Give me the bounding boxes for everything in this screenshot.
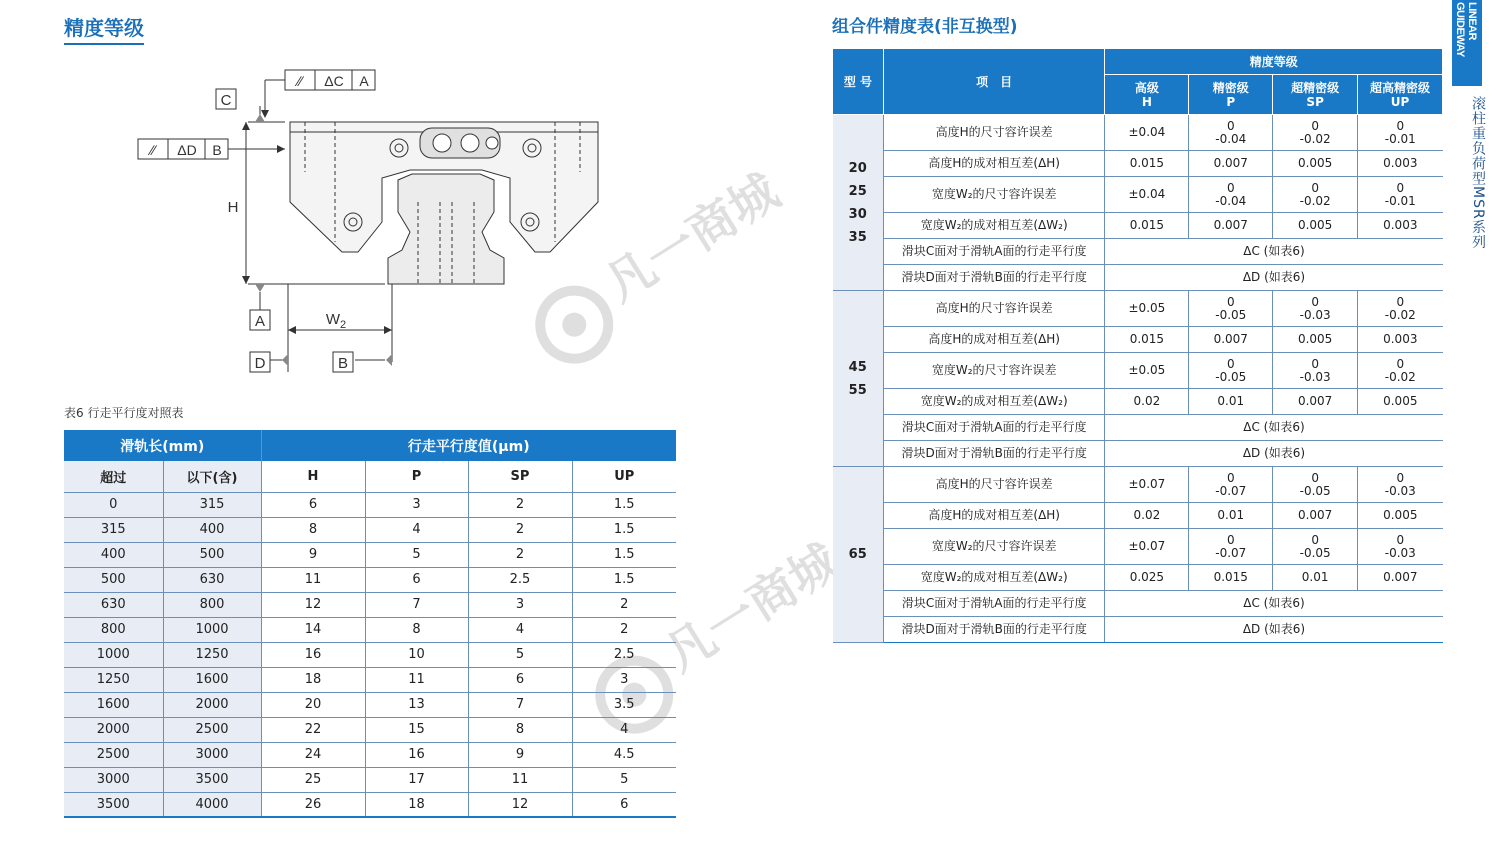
precision-row bbox=[833, 591, 1443, 617]
table-cell: 12 bbox=[261, 592, 365, 617]
value-cell: 0.007 bbox=[1273, 503, 1358, 529]
value-cell: 0 -0.05 bbox=[1273, 529, 1358, 565]
value-cell: 0.005 bbox=[1273, 213, 1358, 239]
precision-row bbox=[833, 239, 1443, 265]
table-cell: 3.5 bbox=[572, 692, 676, 717]
table-cell: 8 bbox=[365, 617, 468, 642]
datum-b-label: B bbox=[337, 355, 349, 372]
parallelism-ref-cell: ΔD (如表6) bbox=[1105, 265, 1443, 291]
model-cell bbox=[833, 467, 884, 643]
height-h-label: H bbox=[227, 199, 239, 216]
table-cell: 4 bbox=[572, 717, 676, 742]
item-cell: 滑块C面对于滑轨A面的行走平行度 bbox=[883, 591, 1105, 617]
value-cell: 0.003 bbox=[1358, 151, 1443, 177]
item-cell: 宽度W₂的尺寸容许误差 bbox=[883, 177, 1105, 213]
parallelism-group-header: 行走平行度值(μm) bbox=[261, 430, 676, 461]
table-cell: 11 bbox=[468, 767, 572, 792]
model-number: 65 bbox=[848, 547, 867, 562]
table-cell: 2 bbox=[572, 592, 676, 617]
value-cell: ±0.05 bbox=[1105, 353, 1189, 389]
table-row bbox=[64, 667, 676, 692]
table-row bbox=[64, 592, 676, 617]
table-row bbox=[64, 642, 676, 667]
table-cell: 4000 bbox=[163, 792, 261, 817]
table-cell: 1.5 bbox=[572, 517, 676, 542]
value-cell: ±0.04 bbox=[1105, 177, 1189, 213]
value-cell: 0 -0.03 bbox=[1273, 291, 1358, 327]
grade-p: 精密级 P bbox=[1189, 75, 1273, 115]
value-cell: 0 -0.04 bbox=[1189, 177, 1273, 213]
table-cell: 5 bbox=[468, 642, 572, 667]
side-tab bbox=[1452, 0, 1508, 860]
width-w2-label: $W_2$ bbox=[325, 311, 347, 331]
frame-left-datum: B bbox=[212, 142, 222, 158]
col-model: 型 号 bbox=[833, 49, 884, 115]
model-number: 25 bbox=[848, 183, 867, 199]
value-cell: 0.007 bbox=[1189, 151, 1273, 177]
model-cell bbox=[833, 291, 884, 467]
value-cell: 0 -0.01 bbox=[1358, 177, 1443, 213]
value-cell: 0.005 bbox=[1273, 151, 1358, 177]
table-cell: 315 bbox=[163, 492, 261, 517]
table-cell: 630 bbox=[163, 567, 261, 592]
table-cell: 4 bbox=[365, 517, 468, 542]
item-cell: 高度H的尺寸容许误差 bbox=[883, 467, 1105, 503]
item-cell: 高度H的尺寸容许误差 bbox=[883, 291, 1105, 327]
precision-row bbox=[833, 291, 1443, 327]
table-row bbox=[64, 617, 676, 642]
value-cell: 0.003 bbox=[1358, 327, 1443, 353]
grade-up: 超高精密级 UP bbox=[1358, 75, 1443, 115]
item-cell: 滑块D面对于滑轨B面的行走平行度 bbox=[883, 265, 1105, 291]
parallelism-ref-cell: ΔD (如表6) bbox=[1105, 441, 1443, 467]
value-cell: 0.003 bbox=[1358, 213, 1443, 239]
precision-row bbox=[833, 213, 1443, 239]
table-cell: 7 bbox=[468, 692, 572, 717]
value-cell: 0.007 bbox=[1358, 565, 1443, 591]
value-cell: 0 -0.03 bbox=[1358, 467, 1443, 503]
table-row bbox=[64, 567, 676, 592]
table-cell: 8 bbox=[468, 717, 572, 742]
table-cell: 5 bbox=[365, 542, 468, 567]
value-cell: 0 -0.07 bbox=[1189, 467, 1273, 503]
table-cell: 6 bbox=[365, 567, 468, 592]
table-cell: 6 bbox=[261, 492, 365, 517]
frame-top-tolerance: ΔC bbox=[324, 73, 344, 89]
table-cell: 2.5 bbox=[572, 642, 676, 667]
value-cell: 0.007 bbox=[1189, 327, 1273, 353]
precision-row bbox=[833, 353, 1443, 389]
table-cell: 315 bbox=[64, 517, 163, 542]
item-cell: 宽度W₂的尺寸容许误差 bbox=[883, 353, 1105, 389]
table-cell: 1250 bbox=[64, 667, 163, 692]
parallelism-table bbox=[64, 430, 676, 818]
value-cell: 0.007 bbox=[1273, 389, 1358, 415]
value-cell: 0 -0.02 bbox=[1273, 115, 1358, 151]
value-cell: 0 -0.03 bbox=[1358, 529, 1443, 565]
value-cell: ±0.07 bbox=[1105, 529, 1189, 565]
table-cell: 10 bbox=[365, 642, 468, 667]
table-cell: 11 bbox=[365, 667, 468, 692]
table-cell: 2000 bbox=[64, 717, 163, 742]
value-cell: 0.005 bbox=[1358, 389, 1443, 415]
item-cell: 宽度W₂的尺寸容许误差 bbox=[883, 529, 1105, 565]
model-number: 30 bbox=[848, 206, 867, 222]
table-cell: 7 bbox=[365, 592, 468, 617]
value-cell: 0 -0.04 bbox=[1189, 115, 1273, 151]
table-cell: 2 bbox=[468, 517, 572, 542]
value-cell: 0 -0.05 bbox=[1189, 291, 1273, 327]
value-cell: 0.015 bbox=[1105, 151, 1189, 177]
table-cell: 2000 bbox=[163, 692, 261, 717]
col-up: UP bbox=[572, 461, 676, 492]
table-cell: 25 bbox=[261, 767, 365, 792]
item-cell: 滑块D面对于滑轨B面的行走平行度 bbox=[883, 617, 1105, 643]
table-row bbox=[64, 792, 676, 817]
grade-sp: 超精密级 SP bbox=[1273, 75, 1358, 115]
value-cell: ±0.04 bbox=[1105, 115, 1189, 151]
table-cell: 2500 bbox=[163, 717, 261, 742]
table-cell: 8 bbox=[261, 517, 365, 542]
value-cell: 0.01 bbox=[1189, 503, 1273, 529]
item-cell: 高度H的成对相互差(ΔH) bbox=[883, 151, 1105, 177]
col-grade: 精度等级 bbox=[1105, 49, 1443, 75]
item-cell: 滑块C面对于滑轨A面的行走平行度 bbox=[883, 415, 1105, 441]
value-cell: 0 -0.01 bbox=[1358, 115, 1443, 151]
grade-h: 高级 H bbox=[1105, 75, 1189, 115]
table-row bbox=[64, 767, 676, 792]
table-cell: 13 bbox=[365, 692, 468, 717]
page-section-title: 精度等级 bbox=[64, 12, 144, 45]
watermark-top-text: 凡一商城 bbox=[596, 163, 789, 313]
table-cell: 3000 bbox=[163, 742, 261, 767]
parallelism-ref-cell: ΔC (如表6) bbox=[1105, 415, 1443, 441]
table-cell: 3500 bbox=[163, 767, 261, 792]
table-cell: 3 bbox=[365, 492, 468, 517]
value-cell: 0.007 bbox=[1189, 213, 1273, 239]
table-cell: 12 bbox=[468, 792, 572, 817]
value-cell: 0.015 bbox=[1105, 327, 1189, 353]
item-cell: 滑块C面对于滑轨A面的行走平行度 bbox=[883, 239, 1105, 265]
table-cell: 1600 bbox=[163, 667, 261, 692]
value-cell: 0 -0.02 bbox=[1358, 291, 1443, 327]
col-p: P bbox=[365, 461, 468, 492]
table-cell: 26 bbox=[261, 792, 365, 817]
table-cell: 3 bbox=[468, 592, 572, 617]
value-cell: 0.025 bbox=[1105, 565, 1189, 591]
table-cell: 630 bbox=[64, 592, 163, 617]
table-cell: 4 bbox=[468, 617, 572, 642]
value-cell: ±0.05 bbox=[1105, 291, 1189, 327]
precision-table-title: 组合件精度表(非互换型) bbox=[832, 17, 1018, 37]
item-cell: 宽度W₂的成对相互差(ΔW₂) bbox=[883, 389, 1105, 415]
value-cell: 0 -0.05 bbox=[1189, 353, 1273, 389]
precision-row bbox=[833, 115, 1443, 151]
table-cell: 6 bbox=[468, 667, 572, 692]
table-cell: 3000 bbox=[64, 767, 163, 792]
table-cell: 18 bbox=[365, 792, 468, 817]
side-tab-english: LINEAR GUIDEWAY bbox=[1454, 2, 1478, 57]
table-cell: 1600 bbox=[64, 692, 163, 717]
value-cell: 0.015 bbox=[1189, 565, 1273, 591]
table-cell: 2 bbox=[468, 492, 572, 517]
value-cell: 0.005 bbox=[1273, 327, 1358, 353]
table-cell: 22 bbox=[261, 717, 365, 742]
table6-caption: 表6 行走平行度对照表 bbox=[64, 406, 184, 420]
rail-length-group-header: 滑轨长(mm) bbox=[64, 430, 261, 461]
parallelism-ref-cell: ΔC (如表6) bbox=[1105, 591, 1443, 617]
table-row bbox=[64, 692, 676, 717]
item-cell: 高度H的尺寸容许误差 bbox=[883, 115, 1105, 151]
table-row bbox=[64, 542, 676, 567]
col-over: 超过 bbox=[64, 461, 163, 492]
precision-row bbox=[833, 177, 1443, 213]
precision-row bbox=[833, 265, 1443, 291]
datum-a-label: A bbox=[254, 313, 266, 330]
col-sp: SP bbox=[468, 461, 572, 492]
table-cell: 9 bbox=[468, 742, 572, 767]
table-cell: 24 bbox=[261, 742, 365, 767]
value-cell: 0.02 bbox=[1105, 503, 1189, 529]
precision-table bbox=[832, 48, 1443, 643]
value-cell: 0.01 bbox=[1189, 389, 1273, 415]
value-cell: 0 -0.05 bbox=[1273, 467, 1358, 503]
value-cell: 0.01 bbox=[1273, 565, 1358, 591]
frame-top-datum: A bbox=[359, 73, 369, 89]
table-cell: 15 bbox=[365, 717, 468, 742]
value-cell: 0 -0.07 bbox=[1189, 529, 1273, 565]
value-cell: ±0.07 bbox=[1105, 467, 1189, 503]
precision-row bbox=[833, 503, 1443, 529]
item-cell: 高度H的成对相互差(ΔH) bbox=[883, 503, 1105, 529]
item-cell: 滑块D面对于滑轨B面的行走平行度 bbox=[883, 441, 1105, 467]
frame-left-parallel-symbol: ∕∕ bbox=[150, 142, 156, 158]
value-cell: 0.02 bbox=[1105, 389, 1189, 415]
table-cell: 1250 bbox=[163, 642, 261, 667]
table-row bbox=[64, 517, 676, 542]
table-cell: 0 bbox=[64, 492, 163, 517]
value-cell: 0 -0.03 bbox=[1273, 353, 1358, 389]
datum-d-label: D bbox=[254, 355, 266, 372]
table-cell: 500 bbox=[163, 542, 261, 567]
rail-outline bbox=[388, 174, 504, 284]
precision-row bbox=[833, 467, 1443, 503]
value-cell: 0.015 bbox=[1105, 213, 1189, 239]
parallelism-ref-cell: ΔC (如表6) bbox=[1105, 239, 1443, 265]
table-cell: 16 bbox=[365, 742, 468, 767]
precision-row bbox=[833, 389, 1443, 415]
item-cell: 宽度W₂的成对相互差(ΔW₂) bbox=[883, 213, 1105, 239]
table-cell: 3 bbox=[572, 667, 676, 692]
table-cell: 20 bbox=[261, 692, 365, 717]
table-cell: 6 bbox=[572, 792, 676, 817]
value-cell: 0 -0.02 bbox=[1273, 177, 1358, 213]
model-number: 35 bbox=[848, 229, 867, 245]
table-cell: 1.5 bbox=[572, 542, 676, 567]
table-cell: 3500 bbox=[64, 792, 163, 817]
watermark-bottom-text: 凡一商城 bbox=[656, 533, 849, 683]
table-row bbox=[64, 742, 676, 767]
parallelism-ref-cell: ΔD (如表6) bbox=[1105, 617, 1443, 643]
table-cell: 1000 bbox=[64, 642, 163, 667]
accuracy-diagram bbox=[130, 62, 610, 384]
table-cell: 11 bbox=[261, 567, 365, 592]
datum-c-label: C bbox=[220, 92, 232, 109]
value-cell: 0.005 bbox=[1358, 503, 1443, 529]
table-cell: 2500 bbox=[64, 742, 163, 767]
table-cell: 800 bbox=[64, 617, 163, 642]
precision-row bbox=[833, 529, 1443, 565]
table-cell: 400 bbox=[163, 517, 261, 542]
table-cell: 14 bbox=[261, 617, 365, 642]
frame-left-tolerance: ΔD bbox=[177, 142, 197, 158]
table-row bbox=[64, 717, 676, 742]
model-cell bbox=[833, 115, 884, 291]
table-cell: 2 bbox=[468, 542, 572, 567]
col-item: 项 目 bbox=[883, 49, 1105, 115]
model-number: 55 bbox=[848, 382, 867, 398]
table-cell: 800 bbox=[163, 592, 261, 617]
table-row bbox=[64, 492, 676, 517]
table-cell: 17 bbox=[365, 767, 468, 792]
table-cell: 500 bbox=[64, 567, 163, 592]
model-number: 45 bbox=[848, 359, 867, 375]
table-cell: 1.5 bbox=[572, 492, 676, 517]
value-cell: 0 -0.02 bbox=[1358, 353, 1443, 389]
precision-row bbox=[833, 151, 1443, 177]
precision-row bbox=[833, 441, 1443, 467]
side-tab-series: 滚柱重负荷型MSR系列 bbox=[1470, 96, 1486, 250]
frame-top-parallel-symbol: ∕∕ bbox=[297, 73, 303, 89]
table-cell: 1000 bbox=[163, 617, 261, 642]
precision-row bbox=[833, 327, 1443, 353]
table-cell: 9 bbox=[261, 542, 365, 567]
item-cell: 宽度W₂的成对相互差(ΔW₂) bbox=[883, 565, 1105, 591]
table-cell: 2 bbox=[572, 617, 676, 642]
table-cell: 18 bbox=[261, 667, 365, 692]
item-cell: 高度H的成对相互差(ΔH) bbox=[883, 327, 1105, 353]
table-cell: 400 bbox=[64, 542, 163, 567]
col-up-to: 以下(含) bbox=[163, 461, 261, 492]
table-cell: 5 bbox=[572, 767, 676, 792]
precision-row bbox=[833, 415, 1443, 441]
precision-row bbox=[833, 617, 1443, 643]
table-cell: 4.5 bbox=[572, 742, 676, 767]
col-h: H bbox=[261, 461, 365, 492]
table-cell: 16 bbox=[261, 642, 365, 667]
table-cell: 1.5 bbox=[572, 567, 676, 592]
table-cell: 2.5 bbox=[468, 567, 572, 592]
precision-row bbox=[833, 565, 1443, 591]
model-number: 20 bbox=[848, 160, 867, 176]
